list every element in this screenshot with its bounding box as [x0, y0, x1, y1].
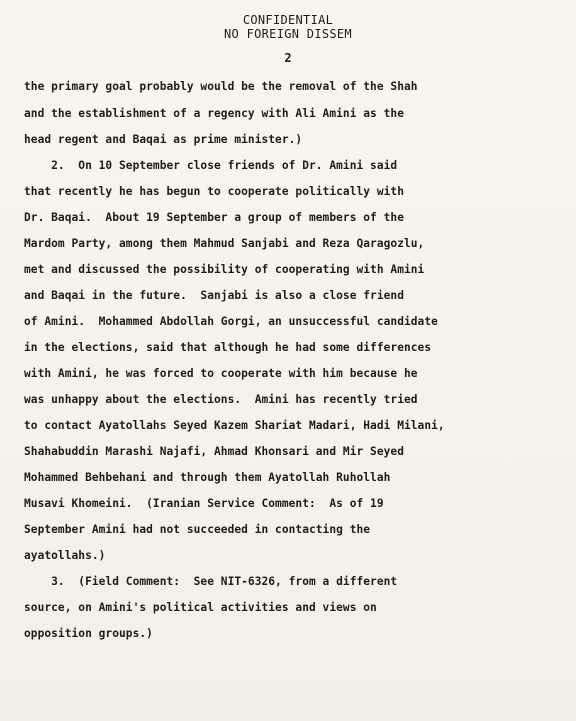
- body-line-8: met and discussed the possibility of cooperating with Amini: [24, 263, 425, 276]
- body-line-16: Mohammed Behbehani and through them Ayatollah Ruhollah: [24, 471, 391, 484]
- body-line-17: Musavi Khomeini. (Iranian Service Comment: As of 19: [24, 497, 384, 510]
- body-line-18: September Amini had not succeeded in contacting the: [24, 523, 371, 536]
- body-line-15: Shahabuddin Marashi Najafi, Ahmad Khonsari and Mir Seyed: [24, 445, 404, 458]
- body-line-4: 2. On 10 September close friends of Dr. Amini said: [24, 159, 398, 172]
- body-line-21: source, on Amini's political activities and views on: [24, 601, 377, 614]
- body-line-14: to contact Ayatollahs Seyed Kazem Shariat Madari, Hadi Milani,: [24, 419, 445, 432]
- page-number: 2: [284, 51, 292, 65]
- body-line-20: 3. (Field Comment: See NIT-6326, from a different: [24, 575, 398, 588]
- body-line-1: the primary goal probably would be the removal of the Shah: [24, 80, 418, 93]
- body-line-10: of Amini. Mohammed Abdollah Gorgi, an unsuccessful candidate: [24, 315, 438, 328]
- body-line-19: ayatollahs.): [24, 549, 106, 562]
- classification-line-2: NO FOREIGN DISSEM: [224, 27, 352, 41]
- body-line-3: head regent and Baqai as prime minister.): [24, 133, 303, 146]
- body-line-22: opposition groups.): [24, 627, 153, 640]
- classification-marking: [0, 13, 576, 41]
- body-line-7: Mardom Party, among them Mahmud Sanjabi and Reza Qaragozlu,: [24, 237, 425, 250]
- body-line-11: in the elections, said that although he had some differences: [24, 341, 432, 354]
- body-line-6: Dr. Baqai. About 19 September a group of members of the: [24, 211, 404, 224]
- body-line-9: and Baqai in the future. Sanjabi is also a close friend: [24, 289, 404, 302]
- body-line-12: with Amini, he was forced to cooperate with him because he: [24, 367, 418, 380]
- classification-line-1: CONFIDENTIAL: [242, 13, 334, 27]
- body-line-5: that recently he has begun to cooperate politically with: [24, 185, 404, 198]
- body-line-13: was unhappy about the elections. Amini has recently tried: [24, 393, 418, 406]
- body-line-2: and the establishment of a regency with Ali Amini as the: [24, 107, 404, 120]
